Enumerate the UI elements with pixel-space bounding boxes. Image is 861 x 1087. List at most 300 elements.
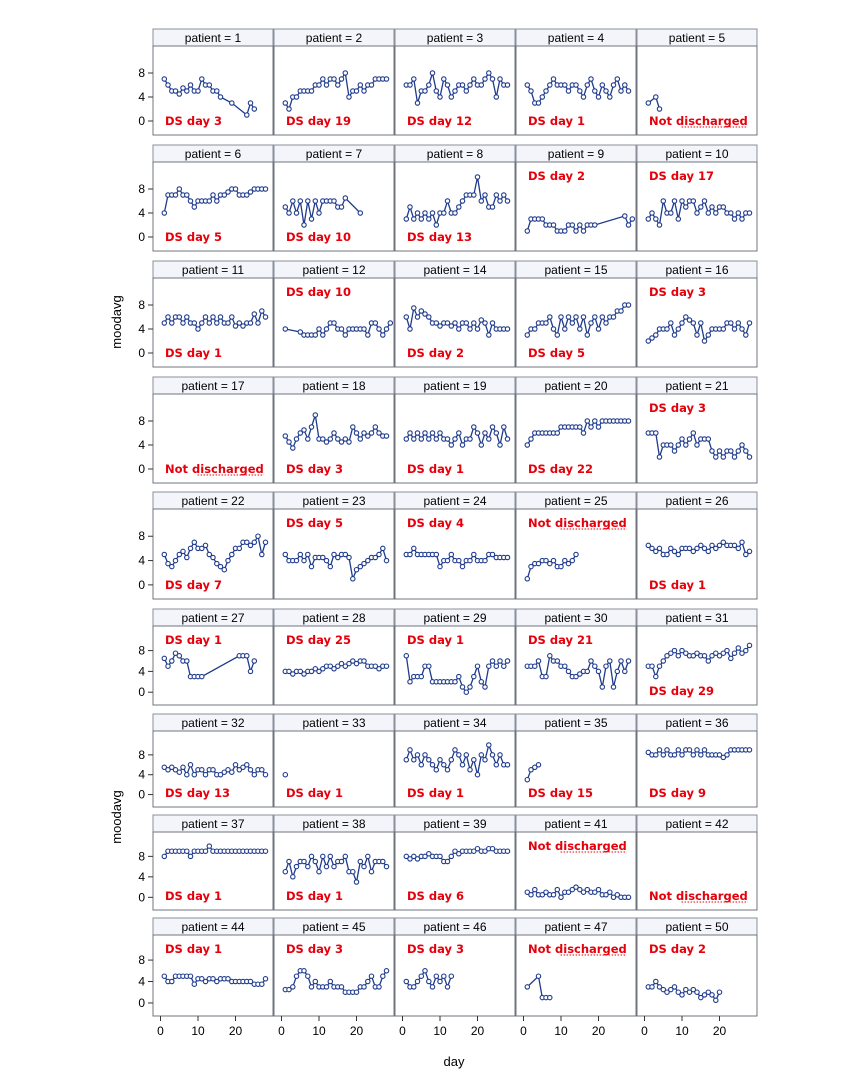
y-tick-label: 4 [138,438,145,452]
discharge-annotation: DS day 19 [286,114,351,128]
data-point [434,89,438,93]
data-point [672,753,676,757]
panel-header-label: patient = 45 [302,920,366,934]
data-point [702,199,706,203]
data-point [408,680,412,684]
discharge-annotation: DS day 2 [528,169,585,183]
discharge-annotation: DS day 3 [286,942,343,956]
data-point [449,95,453,99]
data-point [581,229,585,233]
y-tick-label: 8 [138,953,145,968]
data-point [559,564,563,568]
data-point [170,321,174,325]
data-point [533,887,537,891]
panel-header-label: patient = 25 [544,494,608,508]
data-point [457,205,461,209]
data-point [626,659,630,663]
data-point [211,768,215,772]
data-point [555,887,559,891]
data-point [555,431,559,435]
panel-8 [395,145,515,251]
panel-27 [153,609,273,705]
panel-header-label: patient = 33 [302,716,366,730]
data-point [230,315,234,319]
data-point [578,223,582,227]
data-point [604,89,608,93]
data-point [324,327,328,331]
data-point [702,654,706,658]
data-point [185,773,189,777]
data-point [381,859,385,863]
data-point [445,985,449,989]
data-point [472,77,476,81]
x-tick-label: 20 [591,1024,606,1038]
discharge-annotation: DS day 1 [407,633,464,647]
panel-header-label: patient = 5 [668,31,726,45]
data-point [551,893,555,897]
data-point [505,659,509,663]
y-tick-label: 4 [138,664,145,679]
data-point [317,211,321,215]
data-point [427,758,431,762]
data-point [548,654,552,658]
data-point [291,875,295,879]
discharge-annotation: DS day 2 [407,346,464,360]
panel-header-label: patient = 36 [665,716,729,730]
data-point [505,83,509,87]
data-point [483,431,487,435]
panel-10 [637,145,757,251]
panel-7 [274,145,394,251]
data-point [245,763,249,767]
data-point [657,455,661,459]
data-point [695,748,699,752]
y-tick-label: 0 [138,890,145,905]
data-point [377,552,381,556]
panel-30 [516,609,636,705]
data-point [196,327,200,331]
data-point [453,748,457,752]
data-point [536,659,540,663]
panel-header-label: patient = 4 [547,31,605,45]
data-point [404,758,408,762]
data-point [263,977,267,981]
data-point [721,205,725,209]
data-point [218,315,222,319]
data-point [442,974,446,978]
data-point [384,327,388,331]
data-point [162,552,166,556]
data-point [185,849,189,853]
data-point [215,321,219,325]
discharge-annotation: DS day 2 [649,942,706,956]
panel-header-label: patient = 18 [302,379,366,393]
panel-37 [153,815,273,910]
data-point [498,659,502,663]
data-point [230,552,234,556]
data-point [460,199,464,203]
data-point [578,327,582,331]
panels-layer [153,29,757,1016]
data-point [725,648,729,652]
data-point [714,211,718,215]
y-tick-label: 8 [138,529,145,544]
data-point [427,437,431,441]
discharge-annotation: DS day 3 [649,401,706,415]
data-point [589,659,593,663]
data-point [593,664,597,668]
data-point [468,768,472,772]
panel-2 [274,29,394,135]
data-point [654,979,658,983]
data-point [412,758,416,762]
data-point [430,211,434,215]
data-point [611,83,615,87]
data-point [430,431,434,435]
discharge-annotation: DS day 15 [528,786,593,800]
data-point [453,211,457,215]
discharge-annotation: Not discharged [649,889,748,903]
data-point [294,437,298,441]
panel-header-label: patient = 7 [305,147,363,161]
data-point [408,83,412,87]
data-point [294,864,298,868]
data-point [593,223,597,227]
data-point [600,685,604,689]
data-point [256,321,260,325]
data-point [215,89,219,93]
data-point [408,327,412,331]
data-point [691,753,695,757]
data-point [483,193,487,197]
data-point [457,753,461,757]
data-point [252,107,256,111]
data-point [676,327,680,331]
data-point [263,187,267,191]
data-point [533,327,537,331]
data-point [309,89,313,93]
data-point [744,449,748,453]
data-point [626,419,630,423]
data-point [188,83,192,87]
data-point [736,321,740,325]
data-point [427,664,431,668]
data-point [710,205,714,209]
data-point [729,211,733,215]
data-point [661,753,665,757]
x-tick-label: 10 [433,1024,447,1038]
data-point [494,193,498,197]
data-point [574,229,578,233]
data-point [494,664,498,668]
data-point [328,979,332,983]
data-point [498,199,502,203]
panel-14 [395,261,515,367]
data-point [377,985,381,989]
panel-39 [395,815,515,910]
x-tick-label: 10 [312,1024,326,1038]
data-point [354,89,358,93]
panel-header-label: patient = 22 [181,494,245,508]
data-point [328,854,332,858]
data-point [260,982,264,986]
panel-header-label: patient = 19 [423,379,487,393]
discharge-annotation: DS day 1 [286,889,343,903]
data-point [563,229,567,233]
data-point [230,770,234,774]
data-point [596,669,600,673]
data-point [729,321,733,325]
data-point [306,864,310,868]
data-point [654,431,658,435]
data-point [321,77,325,81]
panel-header-label: patient = 10 [665,147,729,161]
x-tick-label: 20 [712,1024,727,1038]
data-point [747,549,751,553]
data-point [608,95,612,99]
data-point [245,654,249,658]
data-point [672,985,676,989]
data-point [354,431,358,435]
data-point [747,643,751,647]
data-point [188,854,192,858]
data-point [203,849,207,853]
discharge-annotation: DS day 4 [407,516,464,530]
panel-45 [274,918,394,1016]
y-tick-label: 0 [138,685,145,700]
data-point [566,669,570,673]
data-point [181,549,185,553]
discharge-annotation: DS day 21 [528,633,593,647]
discharge-annotation: DS day 5 [286,516,343,530]
data-point [294,211,298,215]
data-point [525,443,529,447]
data-point [672,648,676,652]
y-tick-label: 4 [138,974,145,989]
panel-29 [395,609,515,705]
data-point [423,753,427,757]
data-point [313,979,317,983]
data-point [525,577,529,581]
data-point [283,552,287,556]
panel-header-label: patient = 37 [181,817,245,831]
data-point [483,77,487,81]
data-point [445,199,449,203]
data-point [434,768,438,772]
data-point [551,223,555,227]
discharge-annotation: DS day 3 [286,462,343,476]
x-tick-label: 10 [675,1024,689,1038]
discharge-annotation: DS day 25 [286,633,351,647]
data-point [354,990,358,994]
data-point [226,321,230,325]
x-tick-label: 0 [399,1024,406,1038]
discharge-annotation: DS day 7 [165,578,222,592]
data-point [691,431,695,435]
discharge-annotation: DS day 10 [286,285,351,299]
data-point [291,985,295,989]
data-point [434,552,438,556]
data-point [412,306,416,310]
data-point [525,985,529,989]
y-tick-label: 0 [138,995,145,1010]
data-point [302,223,306,227]
data-point [747,321,751,325]
data-point [672,449,676,453]
y-tick-label: 8 [138,66,145,80]
data-point [721,455,725,459]
data-point [339,859,343,863]
data-point [676,443,680,447]
data-point [283,327,287,331]
data-point [423,431,427,435]
panel-23 [274,492,394,599]
data-point [536,763,540,767]
discharge-annotation: DS day 3 [407,942,464,956]
data-point [283,870,287,874]
data-point [680,437,684,441]
data-point [237,546,241,550]
data-point [468,685,472,689]
data-point [623,669,627,673]
data-point [306,974,310,978]
data-point [343,854,347,858]
panel-16 [637,261,757,367]
y-tick-label: 4 [138,553,145,568]
panel-6 [153,145,273,251]
panel-header-label: patient = 47 [544,920,608,934]
y-tick-label: 4 [138,869,145,884]
data-point [415,211,419,215]
data-point [263,773,267,777]
x-tick-label: 0 [520,1024,527,1038]
data-point [687,748,691,752]
data-point [332,431,336,435]
data-point [453,437,457,441]
panel-35 [516,714,636,807]
data-point [626,89,630,93]
data-point [181,321,185,325]
data-point [570,223,574,227]
data-point [657,546,661,550]
data-point [381,333,385,337]
data-point [695,211,699,215]
data-point [324,985,328,989]
data-point [419,674,423,678]
data-point [177,770,181,774]
data-point [460,83,464,87]
data-point [744,648,748,652]
data-point [490,321,494,325]
data-point [339,985,343,989]
panel-33 [274,714,394,807]
data-point [623,214,627,218]
data-point [665,552,669,556]
data-point [369,83,373,87]
data-point [740,327,744,331]
discharge-annotation: Not discharged [528,942,627,956]
panel-header-label: patient = 21 [665,379,729,393]
data-point [362,89,366,93]
data-point [646,217,650,221]
data-point [263,540,267,544]
data-point [725,753,729,757]
data-point [487,743,491,747]
data-point [408,748,412,752]
panel-header-label: patient = 20 [544,379,608,393]
data-point [222,568,226,572]
data-point [233,763,237,767]
data-point [358,859,362,863]
data-point [721,327,725,331]
data-point [449,854,453,858]
data-point [347,555,351,559]
discharge-annotation: Not discharged [528,839,627,853]
data-point [581,95,585,99]
data-point [468,437,472,441]
data-point [192,773,196,777]
data-point [328,437,332,441]
y-tick-label: 8 [138,643,145,658]
data-point [283,205,287,209]
data-point [472,552,476,556]
panel-header-label: patient = 39 [423,817,487,831]
data-point [657,107,661,111]
data-point [166,315,170,319]
data-point [248,768,252,772]
y-axis-label-bottom: moodavg [109,790,124,844]
data-point [412,985,416,989]
data-point [415,101,419,105]
data-point [427,83,431,87]
discharge-annotation: DS day 1 [165,633,222,647]
data-point [287,440,291,444]
data-point [566,89,570,93]
data-point [188,763,192,767]
data-point [574,552,578,556]
data-point [453,680,457,684]
y-tick-label: 0 [138,346,145,360]
data-point [479,83,483,87]
data-point [551,327,555,331]
data-point [207,199,211,203]
panel-header-label: patient = 30 [544,611,608,625]
data-point [256,534,260,538]
panel-header-label: patient = 31 [665,611,729,625]
data-point [615,669,619,673]
data-point [747,455,751,459]
data-point [162,854,166,858]
data-point [604,664,608,668]
data-point [302,859,306,863]
data-point [170,659,174,663]
data-point [263,849,267,853]
data-point [736,546,740,550]
data-point [600,315,604,319]
data-point [460,763,464,767]
data-point [574,315,578,319]
data-point [434,974,438,978]
data-point [252,312,256,316]
discharge-annotation: DS day 1 [286,786,343,800]
panel-header-label: patient = 12 [302,263,366,277]
data-point [343,333,347,337]
data-point [540,217,544,221]
data-point [188,974,192,978]
discharge-annotation: Not discharged [165,462,264,476]
data-point [494,431,498,435]
data-point [203,315,207,319]
